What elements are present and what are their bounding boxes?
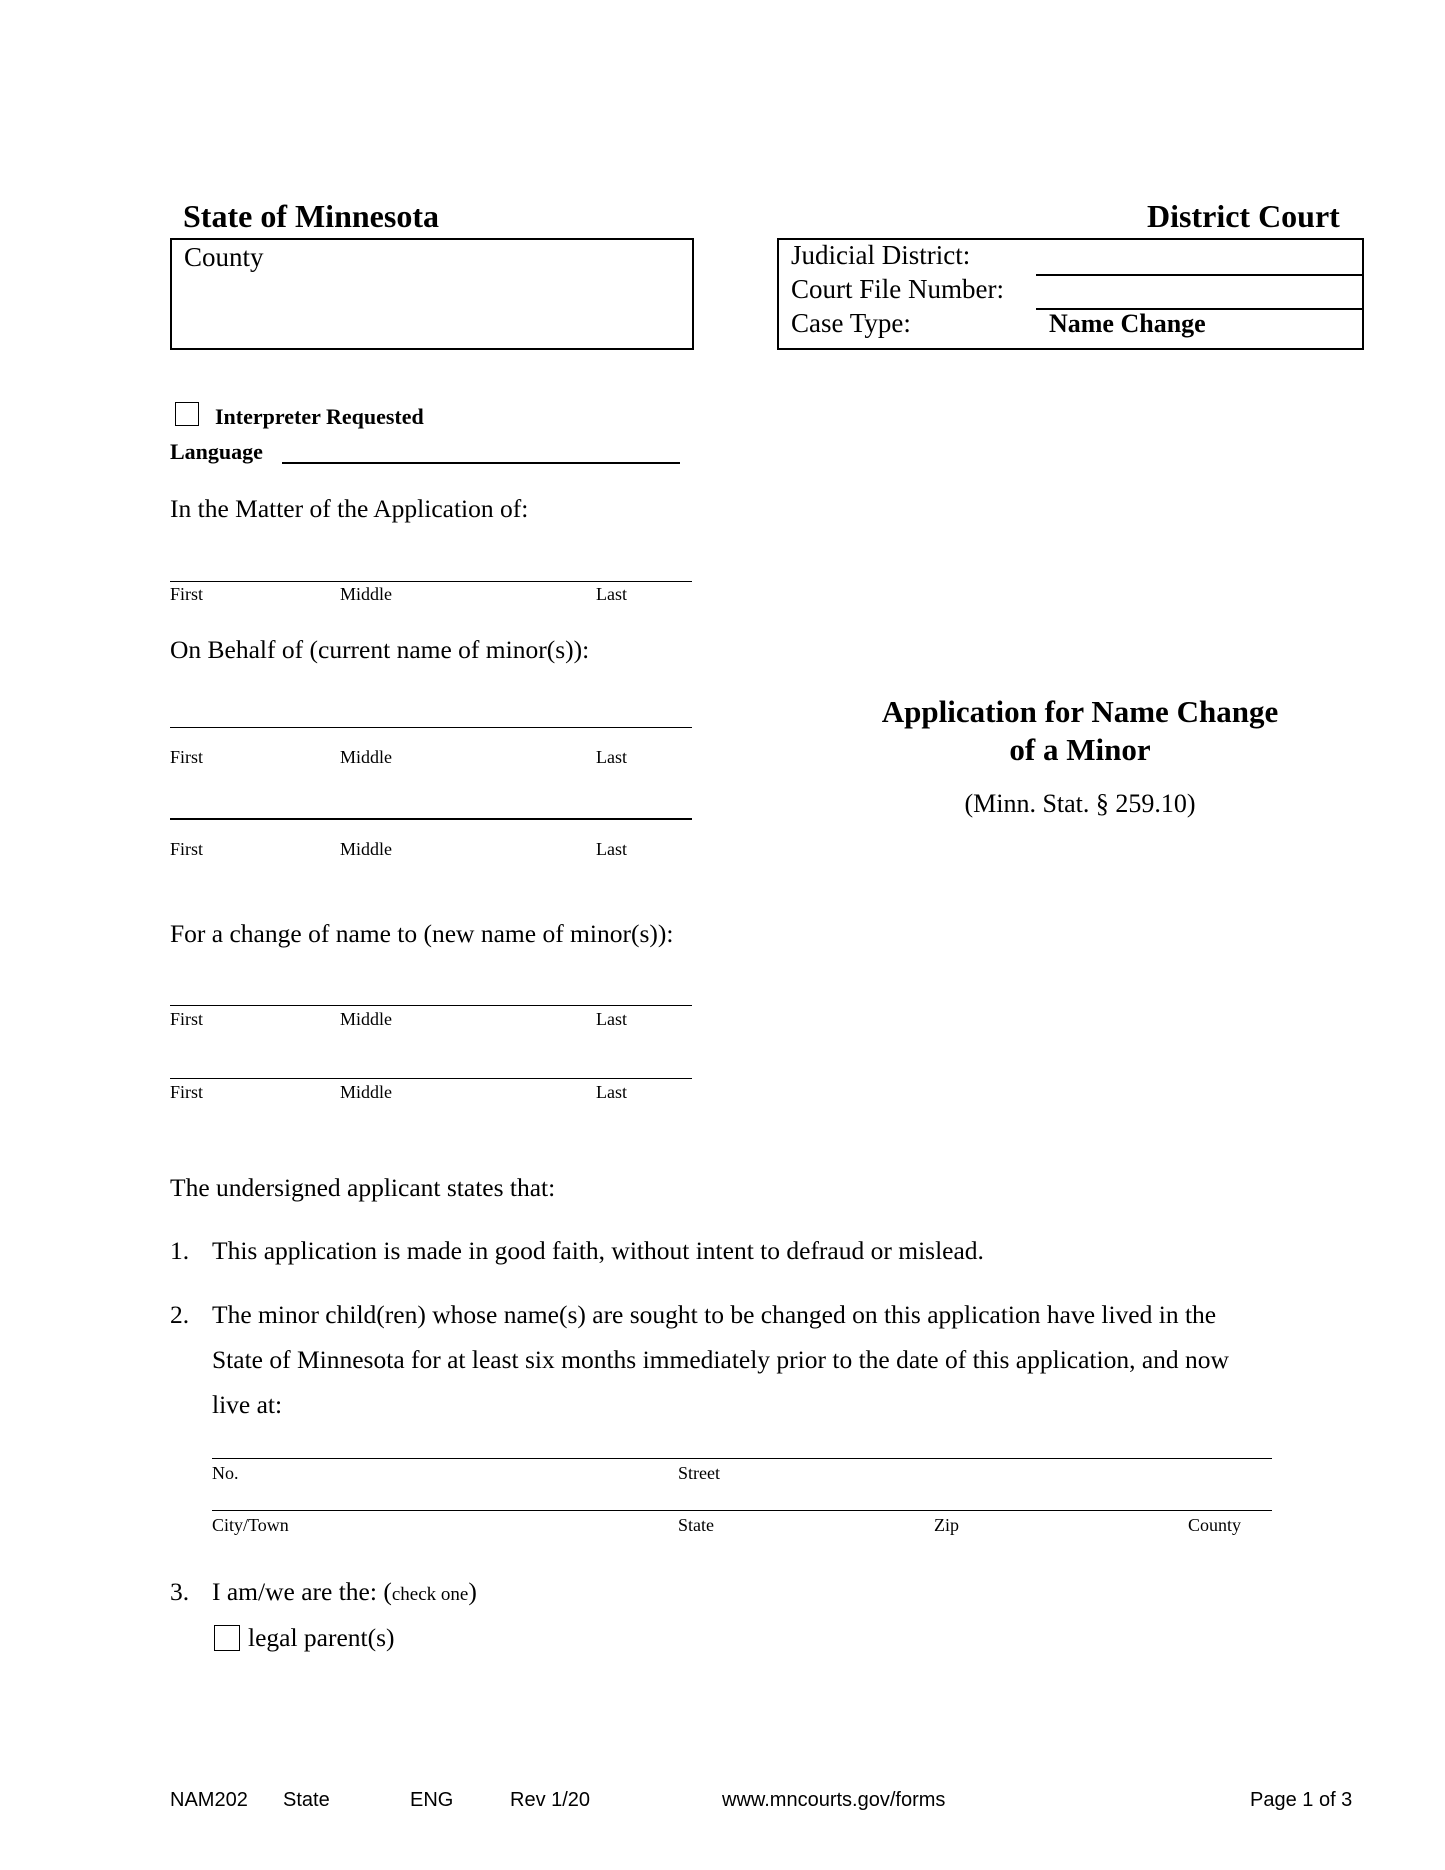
intro-text: The undersigned applicant states that: xyxy=(170,1173,556,1202)
document-title xyxy=(780,693,1380,769)
footer-url[interactable]: www.mncourts.gov/forms xyxy=(722,1789,946,1811)
case-type-value: Name Change xyxy=(1049,309,1206,338)
addr-city-label: City/Town xyxy=(212,1515,289,1535)
county-box[interactable] xyxy=(170,238,694,350)
judicial-district-field[interactable] xyxy=(1036,274,1364,276)
case-type-label: Case Type: xyxy=(791,308,911,338)
interpreter-label: Interpreter Requested xyxy=(215,404,424,429)
item-3-text xyxy=(212,1577,477,1607)
middle-label: Middle xyxy=(340,1082,392,1102)
court-file-number-label: Court File Number: xyxy=(791,274,1004,304)
addr-county-label: County xyxy=(1188,1515,1242,1535)
title-line-2: of a Minor xyxy=(1009,732,1151,767)
court-heading: District Court xyxy=(1147,198,1340,234)
item-1-number: 1. xyxy=(170,1236,190,1265)
item-2-number: 2. xyxy=(170,1300,190,1329)
last-label: Last xyxy=(596,1009,627,1029)
legal-parent-checkbox[interactable] xyxy=(214,1625,240,1651)
last-label: Last xyxy=(596,839,627,859)
behalf-label: On Behalf of (current name of minor(s)): xyxy=(170,635,590,664)
statute-reference: (Minn. Stat. § 259.10) xyxy=(964,789,1196,818)
middle-label: Middle xyxy=(340,747,392,767)
item-3-close: ) xyxy=(468,1577,477,1606)
matter-label: In the Matter of the Application of: xyxy=(170,494,529,523)
address-street-field[interactable] xyxy=(212,1458,1272,1459)
minor-new-name-field-1[interactable] xyxy=(170,1005,692,1006)
addr-zip-label: Zip xyxy=(934,1515,959,1535)
addr-no-label: No. xyxy=(212,1463,239,1483)
minor-current-name-field-1[interactable] xyxy=(170,727,692,728)
first-label: First xyxy=(170,839,204,859)
middle-label: Middle xyxy=(340,839,392,859)
item-2-line-2: State of Minnesota for at least six months immediately prior to the date of this application, and now xyxy=(212,1345,1229,1374)
item-3-number: 3. xyxy=(170,1577,190,1606)
first-label: First xyxy=(170,584,204,604)
last-label: Last xyxy=(596,584,627,604)
minor-new-name-field-2[interactable] xyxy=(170,1078,692,1079)
footer-state: State xyxy=(283,1789,330,1811)
item-3-check-one: check one xyxy=(391,1584,469,1605)
first-label: First xyxy=(170,747,204,767)
item-2-line-1: The minor child(ren) whose name(s) are sought to be changed on this application have lived in the xyxy=(212,1300,1217,1329)
case-info-box xyxy=(777,238,1364,350)
item-1-text: This application is made in good faith, without intent to defraud or mislead. xyxy=(212,1236,984,1265)
addr-street-label: Street xyxy=(678,1463,720,1483)
judicial-district-label: Judicial District: xyxy=(791,240,971,270)
legal-parent-label: legal parent(s) xyxy=(248,1623,395,1652)
interpreter-checkbox[interactable] xyxy=(175,402,199,426)
last-label: Last xyxy=(596,1082,627,1102)
first-label: First xyxy=(170,1009,204,1029)
footer-form-id: NAM202 xyxy=(170,1789,248,1811)
county-label: County xyxy=(184,242,264,272)
last-label: Last xyxy=(596,747,627,767)
first-label: First xyxy=(170,1082,204,1102)
applicant-name-field[interactable] xyxy=(170,581,692,582)
minor-current-name-field-2[interactable] xyxy=(170,818,692,820)
middle-label: Middle xyxy=(340,1009,392,1029)
address-city-field[interactable] xyxy=(212,1510,1272,1511)
language-label: Language xyxy=(170,439,263,464)
item-3-prefix: I am/we are the: ( xyxy=(212,1577,392,1606)
state-heading: State of Minnesota xyxy=(183,198,439,234)
footer-page: Page 1 of 3 xyxy=(1250,1789,1353,1811)
item-2-line-3: live at: xyxy=(212,1390,283,1419)
addr-state-label: State xyxy=(678,1515,714,1535)
footer-lang: ENG xyxy=(410,1789,454,1811)
language-field[interactable] xyxy=(282,462,680,464)
title-line-1: Application for Name Change xyxy=(881,694,1279,729)
middle-label: Middle xyxy=(340,584,392,604)
footer-rev: Rev 1/20 xyxy=(510,1789,591,1811)
new-name-label: For a change of name to (new name of minor(s)): xyxy=(170,919,674,948)
